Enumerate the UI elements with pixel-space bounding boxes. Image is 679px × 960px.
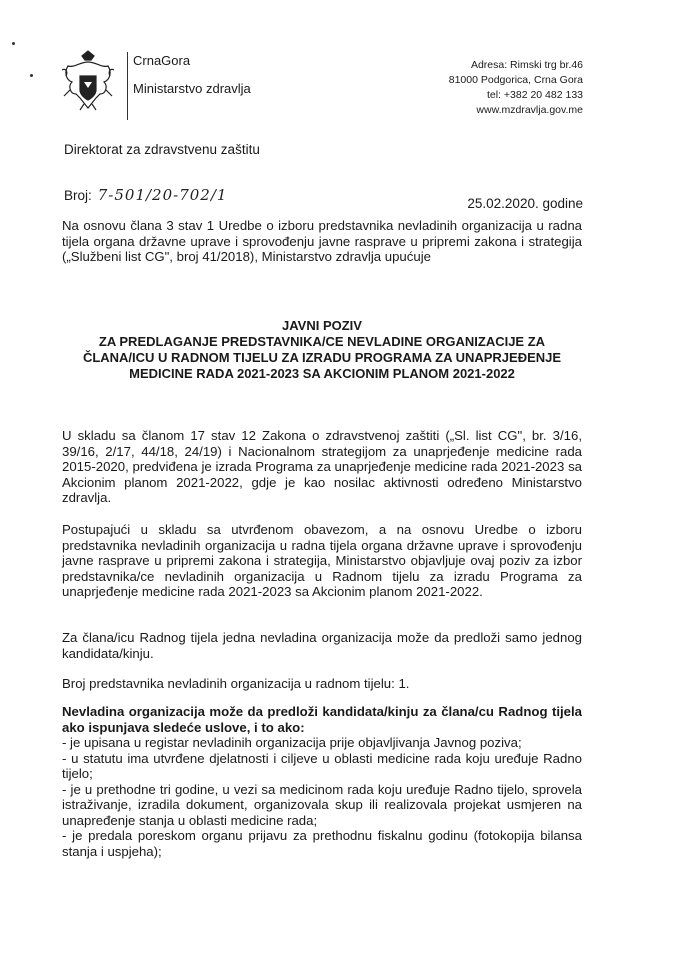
intro-paragraph: Na osnovu člana 3 stav 1 Uredbe o izboru predstavnika nevladinih organizacija u radna tijela organa državne uprave i sprovođenju javne rasprave u pripremi zakona i strategija („Službeni list CG", broj 41/2018), Ministarstvo zdravlja upućuje <box>62 218 582 264</box>
directorate: Direktorat za zdravstvenu zaštitu <box>64 142 260 157</box>
body-paragraph: U skladu sa članom 17 stav 12 Zakona o zdravstvenoj zaštiti („Sl. list CG", br. 3/16, 39/16, 2/17, 44/18, 24/19) i Nacionalnom strategijom za unaprjeđenje medicine rada 2015-2020, predviđena je izrada Programa za unaprjeđenje medicine rada 2021-2023 sa Akcionim planom 2021-2022, gdje je kao nosilac aktivnosti određeno Ministarstvo zdravlja. <box>62 428 582 505</box>
list-item: - je u prethodne tri godine, u vezi sa medicinom rada koju uređuje Radno tijelo, sprovela istraživanje, izradila dokument, organizovala skup ili realizovala projekat usmjeren na unapređenje stanja u oblasti medicine rada; <box>62 781 582 828</box>
body-paragraph: Broj predstavnika nevladinih organizacija u radnom tijelu: 1. <box>62 676 410 691</box>
title-line: ČLANA/ICU U RADNOM TIJELU ZA IZRADU PROGRAMA ZA UNAPRJEĐENJE <box>82 350 562 365</box>
reference-handwritten: 7-501/20-702/1 <box>97 186 228 204</box>
header-divider <box>127 52 128 120</box>
conditions-lead: Nevladina organizacija može da predloži kandidata/kinju za člana/cu Radnog tijela ako ispunjava sledeće uslove, i to ako: <box>62 704 582 735</box>
title-line: MEDICINE RADA 2021-2023 SA AKCIONIM PLANOM 2021-2022 <box>129 366 515 381</box>
title-line: JAVNI POZIV <box>282 318 362 333</box>
conditions-list <box>62 735 582 859</box>
organization-name <box>133 52 251 108</box>
scan-speck <box>12 42 15 45</box>
list-item: - je upisana u registar nevladinih organizacija prije objavljivanja Javnog poziva; <box>62 735 522 750</box>
address-city: 81000 Podgorica, Crna Gora <box>448 74 583 86</box>
scan-speck <box>30 74 33 77</box>
address-street: Adresa: Rimski trg br.46 <box>470 59 583 71</box>
title-line: ZA PREDLAGANJE PREDSTAVNIKA/CE NEVLADINE ORGANIZACIJE ZA <box>98 334 546 349</box>
coat-of-arms-icon <box>58 50 118 112</box>
list-item: - u statutu ima utvrđene djelatnosti i ciljeve u oblasti medicine rada koju uređuje Radno tijelo; <box>62 750 582 781</box>
address-website: www.mzdravlja.gov.me <box>476 104 583 116</box>
conditions-section <box>62 704 582 859</box>
document-date: 25.02.2020. godine <box>467 196 583 211</box>
body-paragraph: Za člana/icu Radnog tijela jedna nevladina organizacija može da predloži samo jednog kandidata/kinju. <box>62 630 582 661</box>
address-block <box>449 58 583 118</box>
address-phone: tel: +382 20 482 133 <box>486 89 583 101</box>
reference-label: Broj: <box>64 188 92 203</box>
document-title <box>62 318 582 382</box>
org-country: CrnaGora <box>133 53 191 68</box>
body-paragraph: Postupajući u skladu sa utvrđenom obavezom, a na osnovu Uredbe o izboru predstavnika nevladinih organizacija u radna tijela organa državne uprave i sprovođenju javne rasprave u pripremi zakona i strategija, Ministarstvo objavljuje ovaj poziv za izbor predstavnika/ce nevladinih organizacija u Radnom tijelu za izradu Programa za unaprjeđenje medicine rada 2021-2023 sa Akcionim planom 2021-2022. <box>62 522 582 599</box>
reference-number <box>64 186 227 204</box>
list-item: - je predala poreskom organu prijavu za prethodnu fiskalnu godinu (fotokopija bilansa stanja i uspjeha); <box>62 828 582 859</box>
org-ministry: Ministarstvo zdravlja <box>133 81 251 96</box>
